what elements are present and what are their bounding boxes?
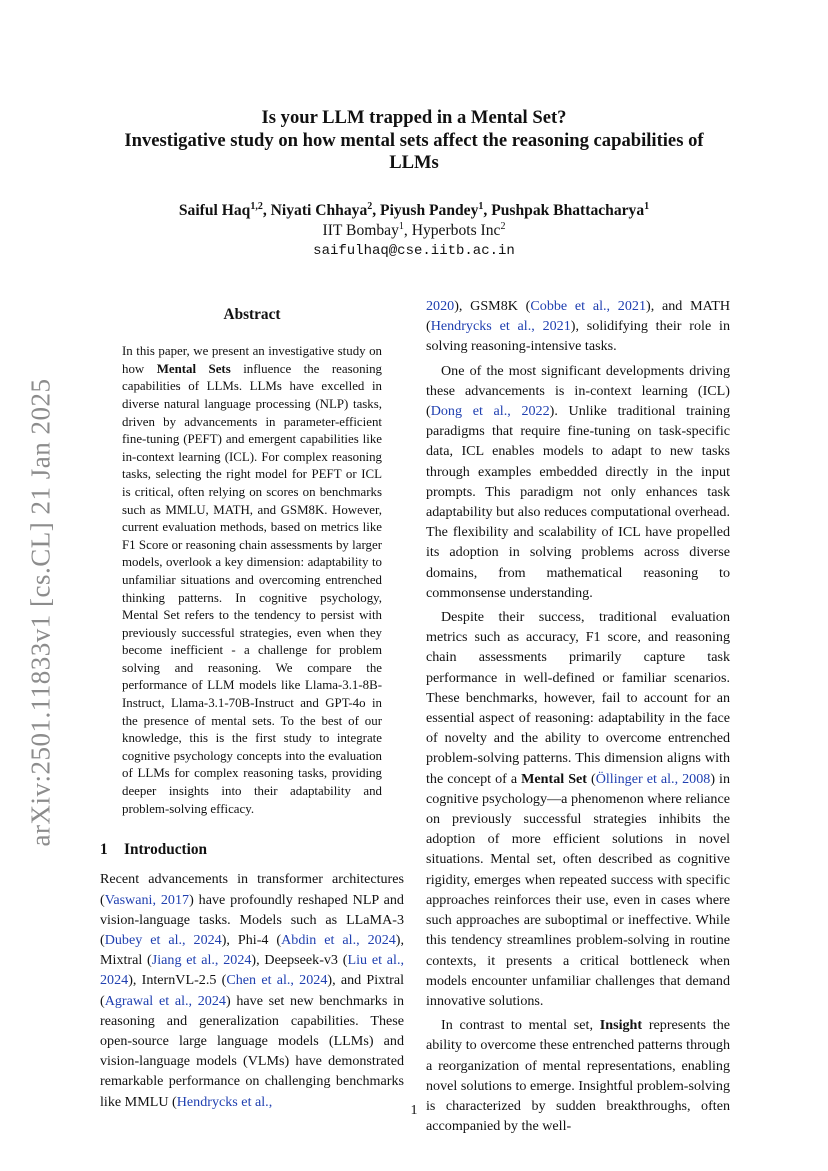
author-name: Niyati Chhaya	[270, 202, 368, 219]
body-text: In contrast to mental set,	[441, 1017, 600, 1034]
page-number: 1	[410, 1103, 418, 1118]
body-text: ), Mixtral (	[100, 932, 405, 969]
arxiv-identifier-text: arXiv:2501.11833v1 [cs.CL] 21 Jan 2025	[25, 378, 56, 846]
body-text: ), solidifying their role in solving reasoning-intensive tasks.	[426, 318, 730, 355]
title-line: Is your LLM trapped in a Mental Set?	[261, 107, 567, 128]
body-text: ) have set new benchmarks in reasoning and generalization capabilities. These open-source large language models (LLMs) and vision-language models (VLMs) have demonstrated remarkable performance on challenging benchmarks like MMLU (	[100, 992, 405, 1110]
left-column	[100, 305, 404, 1112]
body-text: ), and Pixtral (	[100, 972, 404, 1009]
body-text: ), GSM8K (	[454, 298, 531, 314]
affiliation-marker: 1	[398, 220, 404, 232]
body-text: ), Phi-4 (	[221, 932, 282, 949]
citation-link[interactable]: Chen et al., 2024	[226, 972, 328, 989]
citation-link[interactable]: Dubey et al., 2024	[104, 932, 222, 949]
arxiv-identifier	[20, 372, 62, 852]
citation-link[interactable]: Hendrycks et al.,	[176, 1093, 273, 1110]
abstract-text	[122, 343, 382, 818]
intro-paragraph	[100, 869, 404, 1111]
term-emphasis: Insight	[599, 1017, 643, 1034]
abstract-text-run: In this paper, we present an investigative study on how	[122, 344, 382, 376]
body-paragraph	[426, 361, 730, 603]
term-emphasis: Mental Set	[521, 770, 587, 787]
paper-title	[90, 107, 738, 175]
citation-link[interactable]: Jiang et al., 2024	[151, 952, 252, 969]
body-text: represents the ability to overcome these entrenched patterns through a reorganization of mental representations, enabling novel solutions to emerge. Insightful problem-solving is characterized by sudden breakthroughs, often accompanied by the well-	[426, 1017, 730, 1135]
abstract-emphasis: Mental Sets	[156, 361, 231, 376]
affiliation-marker: 1	[478, 200, 484, 212]
citation-link[interactable]: Dong et al., 2022	[430, 403, 550, 420]
author-names: Saiful Haq$^{1,2}$, Niyati Chhaya$^2$, Piyush Pandey$^1$, Pushpak Bhattacharya$^1$	[178, 200, 650, 219]
author-name: Saiful Haq	[178, 202, 251, 219]
right-column	[426, 296, 730, 1136]
abstract-heading: Abstract	[223, 306, 281, 323]
affiliation-marker: 1,2	[250, 200, 263, 212]
body-paragraph	[426, 607, 730, 1011]
citation-link[interactable]: 2020	[426, 298, 455, 314]
body-text: ), and MATH (	[426, 298, 730, 335]
citation-link[interactable]: Vaswani, 2017	[104, 891, 190, 908]
body-text: One of the most significant developments driving these advancements is in-context learning (ICL) (	[426, 362, 730, 420]
author-block	[90, 201, 738, 261]
citation-link[interactable]: Liu et al., 2024	[100, 952, 404, 989]
citation-link[interactable]: Öllinger et al., 2008	[595, 770, 711, 787]
citation-link[interactable]: Hendrycks et al., 2021	[430, 318, 571, 335]
affiliation-marker: 2	[500, 220, 506, 232]
body-text: Recent advancements in transformer architectures (	[100, 871, 404, 908]
affiliation: IIT Bombay	[322, 222, 399, 239]
abstract-text-run: influence the reasoning capabilities of LLMs. LLMs have excelled in diverse natural language processing (NLP) tasks, driven by advancements in parameter-efficient fine-tuning (PEFT) and emergent capabilities like in-context learning (ICL). For complex reasoning tasks, selecting the right model for PEFT or ICL is critical, often relying on scores on benchmarks such as MMLU, MATH, and GSM8K. However, current evaluation methods, based on metrics like F1 Score or reasoning chain assessments by larger models, overlook a key dimension: adaptability to unfamiliar situations and overcoming entrenched thinking patterns. In cognitive psychology, Mental Set refers to the tendency to persist with previously successful strategies, even when they become inefficient - a challenge for problem solving and reasoning. We compare the performance of LLM models like Llama-3.1-8B-Instruct, Llama-3.1-70B-Instruct and GPT-4o in the presence of mental sets. To the best of our knowledge, this is the first study to integrate cognitive psychology concepts into the evaluation of LLMs for complex reasoning tasks, providing deeper insights into their adaptability and problem-solving efficacy.	[122, 361, 382, 816]
citation-link[interactable]: Cobbe et al., 2021	[530, 298, 646, 314]
body-paragraph	[426, 296, 730, 357]
body-text: ). Unlike traditional training paradigms that require fine-tuning on task-specific data, ICL enables models to adapt to new tasks through examples embedded directly in the input prompts. This paradigm not only enhances task adaptability but also reduces computational overhead. The flexibility and scalability of ICL have propelled its adoption in solving problems across diverse domains, from mathematical reasoning to commonsense understanding.	[426, 403, 731, 601]
author-name: Pushpak Bhattacharya	[491, 202, 645, 219]
affiliation-marker: 1	[644, 200, 650, 212]
author-name: Piyush Pandey	[380, 202, 479, 219]
title-line: LLMs	[389, 152, 439, 173]
affiliation: Hyperbots Inc	[411, 222, 501, 239]
title-line: Investigative study on how mental sets affect the reasoning capabilities of	[124, 129, 704, 151]
author-email[interactable]: saifulhaq@cse.iitb.ac.in	[313, 243, 515, 259]
section-heading	[100, 840, 404, 860]
citation-link[interactable]: Abdin et al., 2024	[281, 932, 396, 949]
section-title: Introduction	[124, 841, 208, 859]
body-text: ), Deepseek-v3 (	[251, 952, 348, 969]
citation-link[interactable]: Agrawal et al., 2024	[104, 992, 226, 1009]
section-number: 1	[100, 841, 108, 859]
body-text: ) in cognitive psychology—a phenomenon where reliance on previously successful strategies inhibits the adoption of more efficient solutions in novel situations. Mental set, often described as cognitive rigidity, emerges when repeated success with specific approaches reinforces their use, even in cases where such approaches are suboptimal or ineffective. While this tendency streamlines problem-solving in routine contexts, it presents a critical bottleneck when models encounter unfamiliar challenges that demand innovative solutions.	[426, 770, 730, 1009]
body-text: ) have profoundly reshaped NLP and vision-language tasks. Models such as LLaMA-3 (	[100, 891, 404, 949]
body-text: ), InternVL-2.5 (	[128, 972, 227, 989]
affiliation-marker: 2	[367, 200, 373, 212]
affiliations: IIT Bombay$^1$, Hyperbots Inc$^2$	[322, 220, 506, 239]
body-text: (	[586, 770, 596, 787]
body-text: Despite their success, traditional evaluation metrics such as accuracy, F1 score, and reasoning chain assessments primarily capture task performance in well-defined or familiar scenarios. These benchmarks, however, fail to account for an essential aspect of reasoning: adaptability in the face of novelty and the ability to overcome entrenched problem-solving patterns. This dimension aligns with the concept of a	[426, 609, 730, 787]
